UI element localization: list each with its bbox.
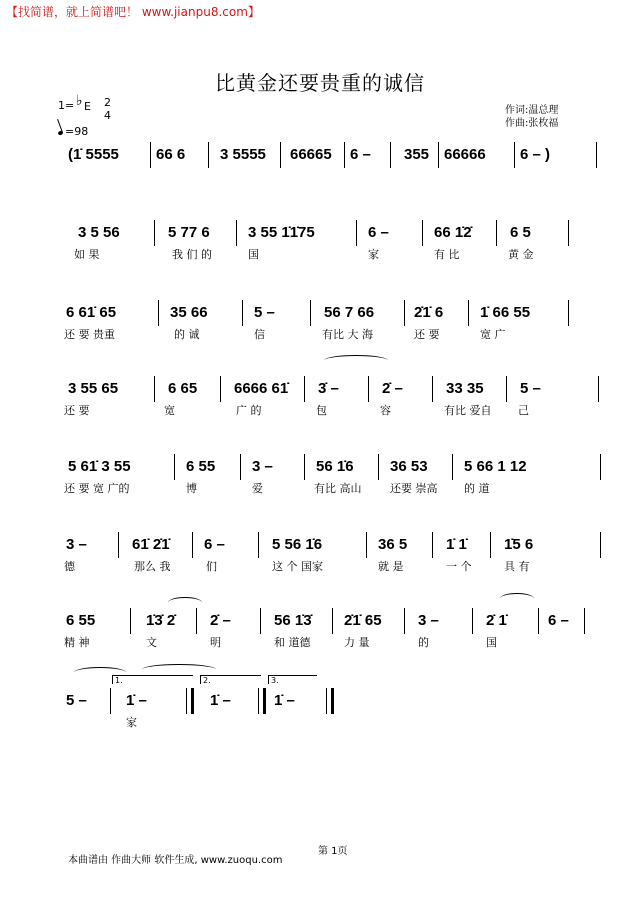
barline [158, 300, 159, 326]
lyric: 博 [186, 482, 197, 495]
barline [404, 300, 405, 326]
lyric: 如 果 [74, 248, 100, 261]
measure: 66 1̇2̇ [434, 224, 472, 241]
measure: 3 – [252, 458, 273, 475]
barline [154, 376, 155, 402]
measure: 36 5 [378, 536, 408, 553]
measure: 6 5 [510, 224, 531, 241]
repeat-barline [258, 688, 266, 714]
volta-1: 1. [112, 675, 193, 684]
measure: 6 – ) [520, 146, 551, 163]
barline [600, 532, 601, 558]
lyric: 家 [368, 248, 379, 261]
measure: 5 66 1 12 [464, 458, 527, 475]
measure: 61̇ 2̇1̇ [132, 536, 170, 553]
score-line-2 [60, 304, 610, 344]
measure: 3 55 65 [68, 380, 119, 397]
measure: 6 – [548, 612, 569, 629]
composer: 作曲:张枚福 [505, 118, 559, 129]
watermark-banner[interactable]: 【找简谱，就上简谱吧！ www.jianpu8.com】 [6, 5, 260, 19]
measure: 355 [404, 146, 430, 163]
key-signature [58, 93, 91, 113]
measure: (1̇ 5555 [68, 146, 119, 163]
time-signature [104, 96, 111, 122]
measure: 6 61̇ 65 [66, 304, 117, 321]
measure: 35 66 [170, 304, 208, 321]
song-title: 比黄金还要贵重的诚信 [215, 71, 425, 95]
volta-3: 3. [268, 675, 317, 684]
barline [472, 608, 473, 634]
measure: 1̇ – [210, 692, 231, 709]
score-line-5 [60, 536, 610, 576]
slur [142, 664, 216, 675]
quarter-note-icon [57, 130, 63, 135]
barline [236, 220, 237, 246]
slur [500, 593, 534, 604]
barline [110, 688, 111, 714]
lyric: 们 [206, 560, 217, 573]
measure: 33 35 [446, 380, 484, 397]
barline [600, 454, 601, 480]
score-line-7 [60, 692, 610, 732]
lyric: 还要 崇高 [390, 482, 438, 495]
measure: 6 – [368, 224, 389, 241]
measure: 1̇ – [274, 692, 295, 709]
measure: 66 6 [156, 146, 186, 163]
score-line-1 [60, 224, 610, 264]
barline [390, 142, 391, 168]
measure: 36 53 [390, 458, 428, 475]
barline [584, 608, 585, 634]
measure: 1̇ 66 55 [480, 304, 531, 321]
lyric: 具 有 [504, 560, 530, 573]
lyric: 力 量 [344, 636, 370, 649]
lyric: 家 [126, 716, 137, 729]
measure: 2̇ – [382, 380, 403, 397]
lyric: 信 [254, 328, 265, 341]
barline [490, 532, 491, 558]
lyric: 德 [64, 560, 75, 573]
barline [242, 300, 243, 326]
score-line-6 [60, 612, 610, 652]
measure: 66665 [290, 146, 332, 163]
measure: 1̇ – [126, 692, 147, 709]
barline [356, 220, 357, 246]
lyric: 国 [248, 248, 259, 261]
measure: 5 61̇ 3 55 [68, 458, 131, 475]
score-line-4 [60, 458, 610, 498]
lyric: 广 的 [236, 404, 262, 417]
lyric: 有比 高山 [314, 482, 362, 495]
barline [596, 142, 597, 168]
lyric: 精 神 [64, 636, 90, 649]
barline [368, 376, 369, 402]
lyric: 宽 [164, 404, 175, 417]
barline [240, 454, 241, 480]
credits [505, 104, 558, 130]
time-top: 2 [104, 96, 111, 109]
measure: 56 7 66 [324, 304, 375, 321]
repeat-barline [186, 688, 194, 714]
barline [220, 376, 221, 402]
barline [598, 376, 599, 402]
measure: 1̇3̇ 2̇ [146, 612, 176, 629]
barline [150, 142, 151, 168]
measure: 5 – [254, 304, 275, 321]
lyric: 文 [146, 636, 157, 649]
barline [568, 300, 569, 326]
barline [310, 300, 311, 326]
lyric: 这 个 国家 [272, 560, 323, 573]
measure: 2̇ – [210, 612, 231, 629]
lyric: 宽 广 [480, 328, 506, 341]
measure: 1̇5 6 [504, 536, 534, 553]
lyric: 黄 金 [508, 248, 534, 261]
barline [118, 532, 119, 558]
measure: 2̇1̇ 6 [414, 304, 444, 321]
barline [260, 608, 261, 634]
measure: 3 – [66, 536, 87, 553]
time-bottom: 4 [104, 109, 111, 122]
key-note: E [84, 100, 91, 113]
barline [468, 300, 469, 326]
lyric: 还 要 [414, 328, 440, 341]
measure: 6 – [204, 536, 225, 553]
barline [568, 220, 569, 246]
measure: 3 5 56 [78, 224, 120, 241]
barline [432, 376, 433, 402]
barline [192, 532, 193, 558]
barline [514, 142, 515, 168]
measure: 6 55 [66, 612, 96, 629]
measure: 6 55 [186, 458, 216, 475]
slur [324, 355, 388, 366]
lyric: 己 [518, 404, 529, 417]
barline [130, 608, 131, 634]
final-barline [326, 688, 334, 714]
lyric: 有比 爱自 [444, 404, 492, 417]
lyric: 的 [418, 636, 429, 649]
lyric: 有 比 [434, 248, 460, 261]
barline [506, 376, 507, 402]
lyricist: 作词:温总理 [505, 105, 559, 116]
lyric: 就 是 [378, 560, 404, 573]
barline [432, 532, 433, 558]
page-number: 第 1页 [318, 846, 348, 857]
lyric: 一 个 [446, 560, 472, 573]
barline [258, 532, 259, 558]
measure: 3 5555 [220, 146, 266, 163]
measure: 1̇ 1̇ [446, 536, 467, 553]
measure: 56 1̇6 [316, 458, 354, 475]
barline [280, 142, 281, 168]
barline [344, 142, 345, 168]
volta-2: 2. [200, 675, 261, 684]
score-line-intro [60, 146, 610, 186]
measure: 5 77 6 [168, 224, 210, 241]
measure: 2̇1̇ 65 [344, 612, 382, 629]
measure: 5 – [66, 692, 87, 709]
barline [154, 220, 155, 246]
lyric: 国 [486, 636, 497, 649]
barline [404, 608, 405, 634]
measure: 5 – [520, 380, 541, 397]
measure: 2̇ 1̇ [486, 612, 507, 629]
barline [332, 608, 333, 634]
measure: 56 1̇3̇ [274, 612, 312, 629]
barline [366, 532, 367, 558]
barline [538, 608, 539, 634]
lyric: 明 [210, 636, 221, 649]
lyric: 还 要 宽 广的 [64, 482, 130, 495]
barline [378, 454, 379, 480]
footer-credit[interactable]: 本曲谱由 作曲大师 软件生成, www.zuoqu.com [68, 855, 283, 866]
score-line-3 [60, 380, 610, 420]
lyric: 的 道 [464, 482, 490, 495]
lyric: 那么 我 [134, 560, 171, 573]
lyric: 和 道德 [274, 636, 311, 649]
lyric: 还 要 贵重 [64, 328, 115, 341]
lyric: 我 们 的 [172, 248, 212, 261]
measure: 6666 61̇ [234, 380, 289, 397]
lyric: 有比 大 海 [322, 328, 373, 341]
lyric: 爱 [252, 482, 263, 495]
lyric: 容 [380, 404, 391, 417]
key-prefix: 1= [58, 99, 75, 112]
barline [208, 142, 209, 168]
lyric: 包 [316, 404, 327, 417]
measure: 3 55 1̇1̇75 [248, 224, 315, 241]
barline [304, 376, 305, 402]
tempo-value: =98 [65, 125, 89, 138]
barline [196, 608, 197, 634]
barline [438, 142, 439, 168]
measure: 3 – [418, 612, 439, 629]
tempo-marking [58, 125, 88, 138]
barline [452, 454, 453, 480]
barline [496, 220, 497, 246]
measure: 66666 [444, 146, 486, 163]
lyric: 还 要 [64, 404, 90, 417]
barline [422, 220, 423, 246]
barline [174, 454, 175, 480]
barline [304, 454, 305, 480]
lyric: 的 诚 [174, 328, 200, 341]
measure: 3̇ – [318, 380, 339, 397]
measure: 5 56 1̇6 [272, 536, 323, 553]
slur [168, 597, 202, 608]
measure: 6 – [350, 146, 371, 163]
flat-icon: ♭ [76, 93, 83, 109]
measure: 6 65 [168, 380, 198, 397]
